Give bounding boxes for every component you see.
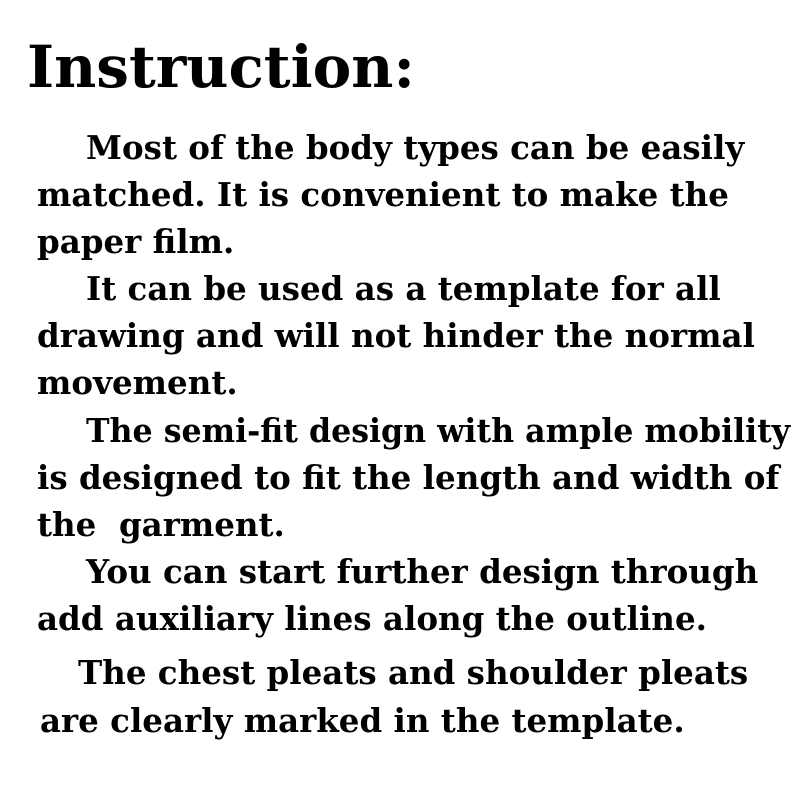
page-title: Instruction: [27, 33, 415, 101]
paragraph-3-line-1: The semi-fit design with ample mobility [86, 411, 791, 450]
paragraph-5-line-1: The chest pleats and shoulder pleats [78, 653, 749, 692]
paragraph-3-line-2: is designed to fit the length and width of [37, 458, 780, 497]
paragraph-2-line-3: movement. [37, 363, 238, 402]
paragraph-2-line-1: It can be used as a template for all [86, 269, 721, 308]
paragraph-1-line-1: Most of the body types can be easily [86, 128, 745, 167]
paragraph-4-line-2: add auxiliary lines along the outline. [37, 599, 707, 638]
paragraph-1-line-3: paper film. [37, 222, 235, 261]
paragraph-2-line-2: drawing and will not hinder the normal [37, 316, 755, 355]
paragraph-1-line-2: matched. It is convenient to make the [37, 175, 729, 214]
paragraph-5-line-2: are clearly marked in the template. [40, 701, 685, 740]
paragraph-3-line-3: the garment. [37, 505, 285, 544]
paragraph-4-line-1: You can start further design through [86, 552, 759, 591]
